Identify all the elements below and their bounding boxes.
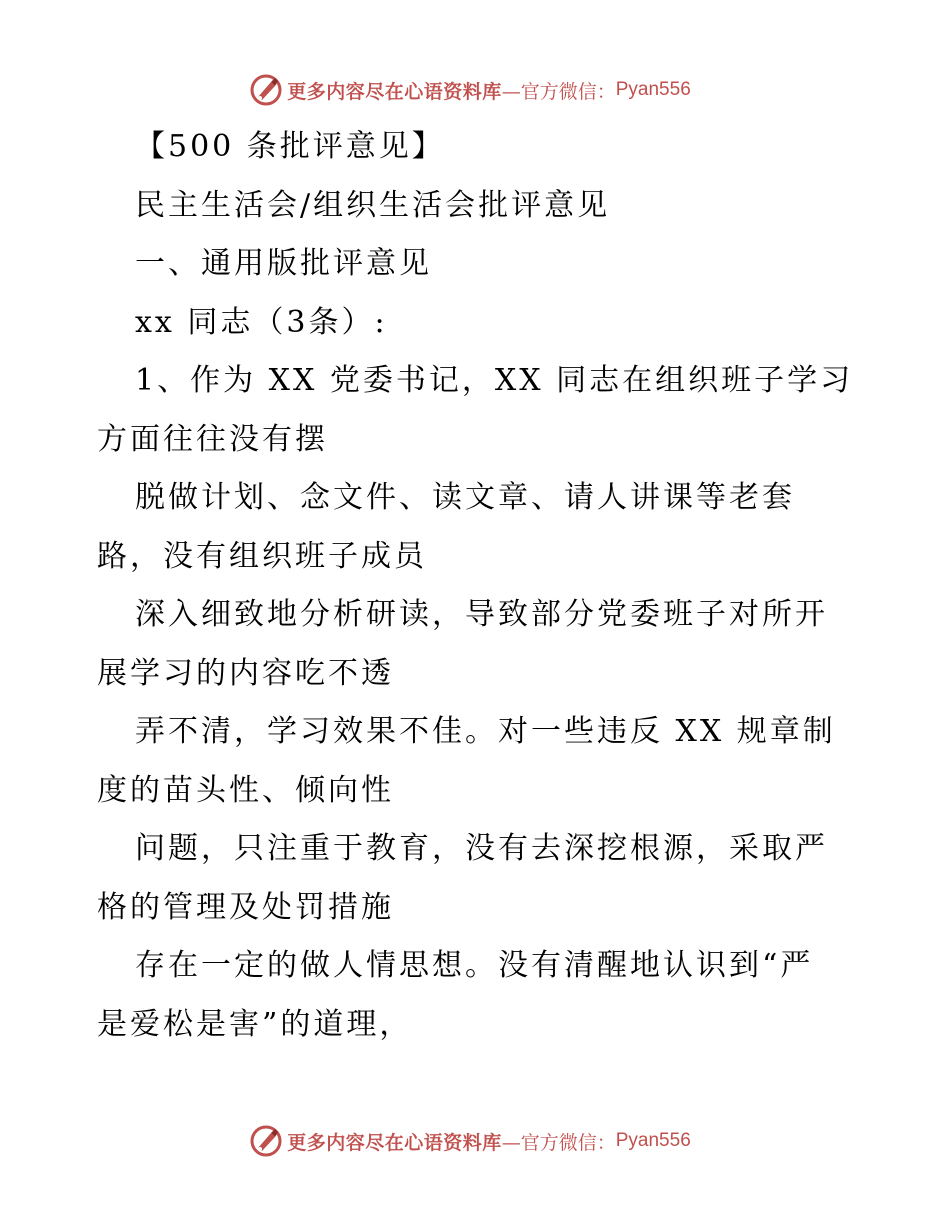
banner-wechat-id: Pyan556 — [615, 1130, 691, 1151]
header-banner — [0, 70, 950, 110]
text-line: xx 同志（3条）: — [135, 304, 388, 340]
text-line: 存在一定的做人情思想。没有清醒地认识到“严 — [135, 948, 814, 983]
banner-wechat-id: Pyan556 — [615, 79, 691, 100]
text-line: 1、作为 XX 党委书记，XX 同志在组织班子学习 — [135, 363, 854, 398]
banner-main-text: 更多内容尽在心语资料库 — [287, 80, 502, 103]
text-line: 问题，只注重于教育，没有去深挖根源，采取严 — [135, 831, 828, 866]
text-line: 方面往往没有摆 — [97, 421, 328, 457]
text-line: 民主生活会/组织生活会批评意见 — [135, 187, 611, 223]
footer-banner — [0, 1121, 950, 1161]
text-line: 一、通用版批评意见 — [135, 246, 432, 281]
text-line: 是爱松是害”的道理， — [97, 1006, 413, 1042]
text-line: 格的管理及处罚措施 — [97, 889, 394, 925]
text-line: 度的苗头性、倾向性 — [97, 772, 394, 808]
banner-sub-text: —官方微信： — [501, 1131, 616, 1154]
text-line: 深入细致地分析研读，导致部分党委班子对所开 — [135, 597, 828, 632]
text-line: 展学习的内容吃不透 — [97, 655, 394, 691]
logo-icon — [249, 1124, 283, 1158]
banner-sub-text: —官方微信： — [501, 80, 616, 103]
text-line: 弄不清，学习效果不佳。对一些违反 XX 规章制 — [135, 714, 836, 749]
text-line: 【500 条批评意见】 — [135, 129, 445, 164]
text-line: 脱做计划、念文件、读文章、请人讲课等老套 — [135, 480, 795, 515]
logo-icon — [249, 73, 283, 107]
text-line: 路，没有组织班子成员 — [97, 538, 427, 574]
document-body — [97, 118, 857, 1054]
banner-main-text: 更多内容尽在心语资料库 — [287, 1131, 502, 1154]
